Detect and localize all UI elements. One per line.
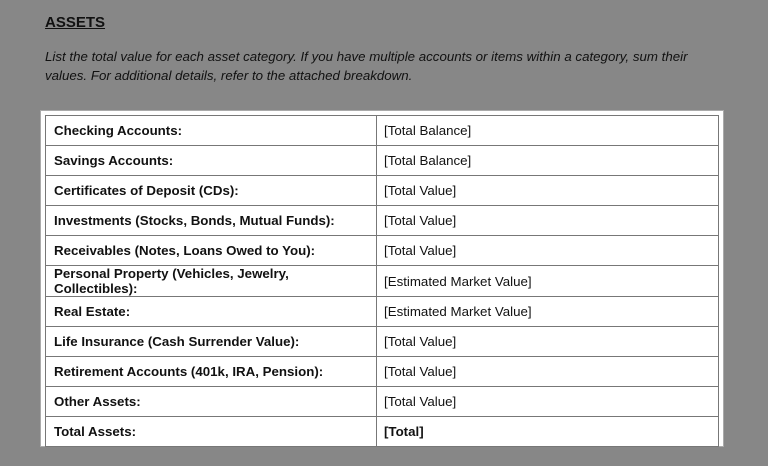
table-row — [46, 236, 719, 266]
asset-value[interactable]: [Total Value] — [377, 327, 719, 357]
asset-label: Total Assets: — [46, 417, 377, 447]
asset-value[interactable]: [Total Balance] — [377, 146, 719, 176]
asset-value[interactable]: [Total Value] — [377, 236, 719, 266]
section-title: ASSETS — [45, 14, 106, 31]
asset-value[interactable]: [Estimated Market Value] — [377, 297, 719, 327]
asset-label: Investments (Stocks, Bonds, Mutual Funds): — [46, 206, 377, 236]
asset-value[interactable]: [Total Value] — [377, 176, 719, 206]
table-row — [46, 176, 719, 206]
asset-label: Personal Property (Vehicles, Jewelry, Collectibles): — [46, 266, 377, 297]
table-row — [46, 116, 719, 146]
table-row — [46, 266, 719, 297]
asset-label: Retirement Accounts (401k, IRA, Pension): — [46, 357, 377, 387]
table-row — [46, 417, 719, 447]
table-row — [46, 297, 719, 327]
asset-label: Other Assets: — [46, 387, 377, 417]
asset-label: Receivables (Notes, Loans Owed to You): — [46, 236, 377, 266]
asset-value[interactable]: [Total] — [377, 417, 719, 447]
assets-table-container — [41, 111, 723, 446]
asset-value[interactable]: [Total Balance] — [377, 116, 719, 146]
table-row — [46, 206, 719, 236]
assets-table — [45, 115, 719, 447]
table-row — [46, 387, 719, 417]
asset-value[interactable]: [Total Value] — [377, 206, 719, 236]
table-row — [46, 146, 719, 176]
table-row — [46, 327, 719, 357]
table-row — [46, 357, 719, 387]
asset-label: Savings Accounts: — [46, 146, 377, 176]
asset-label: Life Insurance (Cash Surrender Value): — [46, 327, 377, 357]
asset-value[interactable]: [Total Value] — [377, 357, 719, 387]
asset-label: Real Estate: — [46, 297, 377, 327]
asset-value[interactable]: [Total Value] — [377, 387, 719, 417]
asset-label: Checking Accounts: — [46, 116, 377, 146]
section-description: List the total value for each asset category. If you have multiple accounts or items within a category, sum their values. For additional details, refer to the attached breakdown. — [45, 49, 688, 83]
asset-value[interactable]: [Estimated Market Value] — [377, 266, 719, 297]
asset-label: Certificates of Deposit (CDs): — [46, 176, 377, 206]
